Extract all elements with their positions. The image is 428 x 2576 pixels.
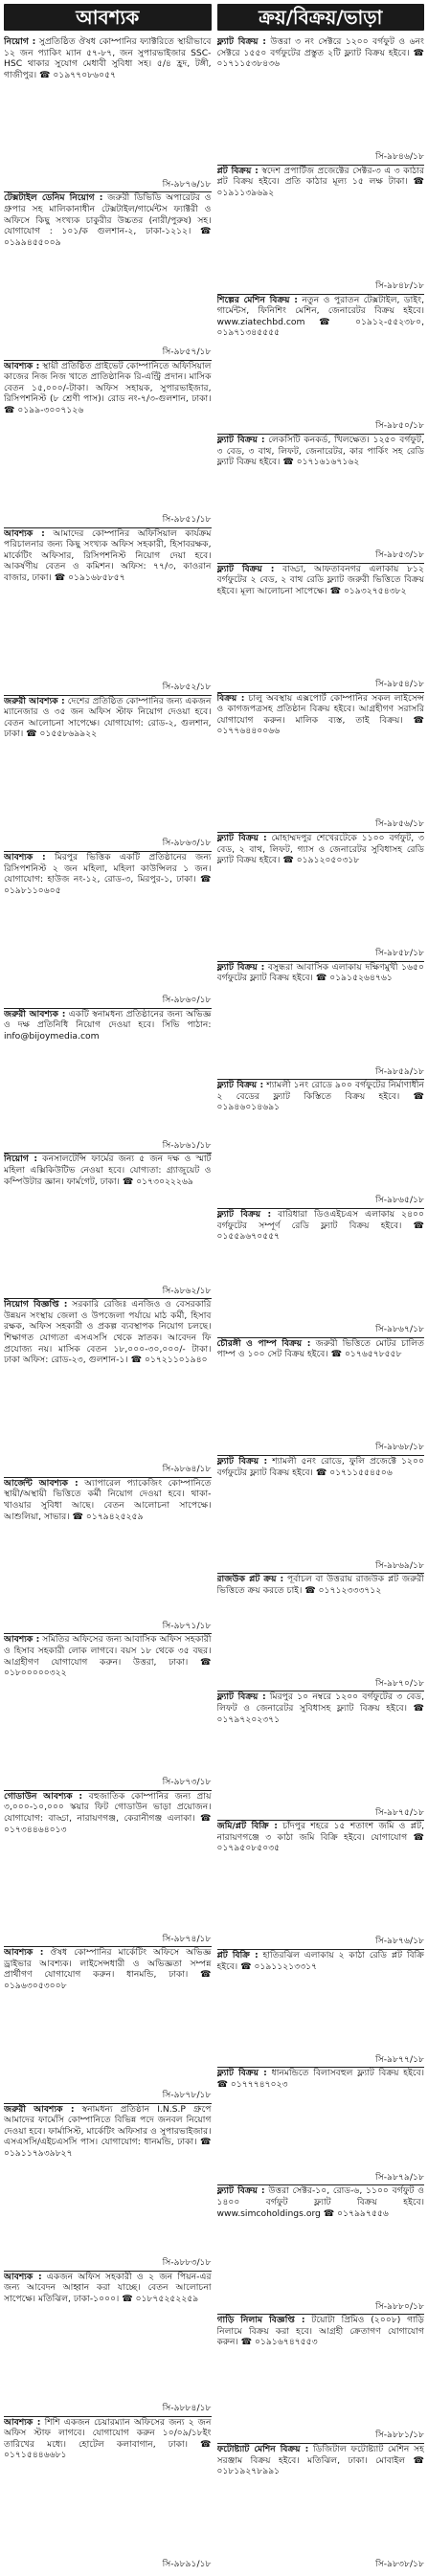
classified-ad: [217, 2068, 425, 2185]
ad-body: মোহাম্মদপুর শেখেরটেকে ১১০০ বর্গফুট, ৩ বেড, ২ বাথ, লিফট, গ্যাস ও জেনারেটর সুবিধাসহ রেডি ফ্ল্যাট বিক্রয় হইবে। ☎ ০১৯১২০৫০৩১৮: [216, 833, 424, 866]
classified-ad: [4, 1634, 212, 1790]
ad-text: [217, 2315, 425, 2348]
classified-ad: [217, 1691, 425, 1821]
classified-ad: [217, 2315, 425, 2444]
classified-ad: [4, 852, 212, 1008]
ad-text: [4, 528, 212, 584]
ad-heading: ফ্ল্যাট বিক্রয় :: [216, 1080, 264, 1091]
right-ads-list: [217, 36, 425, 2572]
classified-ad: [217, 564, 425, 693]
ad-heading: আবশ্যক :: [4, 360, 40, 371]
ad-heading: ফ্ল্যাট বিক্রয় :: [216, 1455, 268, 1467]
ad-reference-code: সি-৯৮৫৮/১৮: [217, 947, 425, 962]
ad-reference-code: সি-৯৮৪৮/১৮: [217, 280, 425, 295]
classified-ad: [217, 295, 425, 435]
ad-heading: ফ্ল্যাট বিক্রয় :: [216, 2068, 267, 2079]
ad-heading: গোডাউন আবশ্যক :: [4, 1790, 83, 1802]
ad-reference-code: সি-৯৮৮৪/১৮: [4, 2402, 212, 2417]
ad-reference-code: সি-৯৮৫৬/১৮: [217, 818, 425, 833]
ad-text: [217, 693, 425, 737]
classified-ad: [217, 36, 425, 166]
classified-ad: [4, 2272, 212, 2417]
classified-ad: [4, 2104, 212, 2272]
ad-body: সমিতির অফিসের জন্য আবাসিক অফিস সহকারী ও হিসাব সহকারী লোক লাগবে। বয়স ১৮ থেকে ৩৫ বছর। আগ্রহীগণ যোগাযোগ করুন। উত্তরা, ঢাকা। ☎ ০১৮০০০০০৩২২: [4, 1634, 212, 1679]
ad-reference-code: সি-৯৮৭৫/১৮: [217, 1806, 425, 1822]
ad-body: স্থায়ী প্রতিষ্ঠিত প্রাইভেট কোম্পানিতে অফিসিয়াল কাজের নিজ নিজ খাতে প্রাতিষ্ঠানিক রি-এন্ট্রি প্রদান। মাসিক বেতন ১৫,০০০/-টাকা। অফিস সহায়ক, সুপারভাইজার, রিসিপশনিস্ট (৮ শ্রেণী পাস)। রোড নং-৭/৩-গুলশান, ঢাকা। ☎ ০১৯৯-৩০০৭১২৬: [4, 360, 212, 415]
ad-text: [217, 2444, 425, 2477]
ad-heading: চৌরঙ্গী ও পাম্প বিক্রয় :: [216, 1337, 311, 1349]
ad-heading: ফ্ল্যাট বিক্রয় :: [216, 961, 265, 973]
ad-body: চালু অবস্থায় এক্সপোর্ট কোম্পানির সকল লাইসেন্স ও কাগজপত্রসহ প্রতিষ্ঠান বিক্রয় হইবে। আগ্রহীগণ সরাসরি যোগাযোগ করুন। মালিক ব্যস্ত, তাই বিক্রয়। ☎ ০১৭৭৬৪৪০০৬৬: [216, 692, 424, 737]
ad-reference-code: সি-৯৮৭১/১৮: [4, 1620, 212, 1635]
ad-heading: ফ্ল্যাট বিক্রয় :: [216, 2185, 265, 2197]
ad-text: [4, 1634, 212, 1678]
ad-reference-code: সি-৯৮৭৬/১৮: [4, 178, 212, 193]
ad-heading: জরুরী আবশ্যক :: [4, 695, 65, 706]
ad-body: জরুরী ভিত্তিতে মোটর চালিত পাম্প ও ১০০ সেট বিক্রয় হইবে। ☎ ০১৭৬৫৭৮৫৫৮: [216, 1337, 424, 1360]
ad-body: মিরপুর ১০ নম্বরে ১২০০ বর্গফুটের ৩ বেড, লিফট ও জেনারেটর সুবিধাসহ ফ্ল্যাট বিক্রয় হইবে। ☎ ০১৭৯৭২০২৩৭১: [216, 1691, 424, 1725]
ad-reference-code: সি-৯৮৮৩/১৮: [4, 2256, 212, 2272]
classified-ad: [217, 1080, 425, 1209]
ad-text: [217, 1574, 425, 1596]
ad-text: [4, 1947, 212, 1991]
ad-body: স্বদেশ প্রপার্টিজ প্রজেক্টের সেক্টর-৩ এ ৩ কাঠার প্লট বিক্রয় হইবে। প্রতি কাঠার মূল্য ১৫ লক্ষ টাকা। ☎ ০১৯১১৩৯৬৯২: [216, 165, 424, 198]
ad-body: উত্তরা সেক্টর-১০, রোড-৬, ১১০০ বর্গফুট ও ১৪০০ বর্গফুট ফ্ল্যাট বিক্রয় হইবে। www.simcoholdings.org ☎ ০১৭৯৯৭৫৫৬: [216, 2185, 424, 2219]
ad-reference-code: সি-৯৮৬৩/১৮: [4, 837, 212, 852]
classified-ad: [4, 36, 212, 192]
ad-text: [4, 2272, 212, 2305]
classified-ad: [217, 693, 425, 833]
classified-ad: [217, 1574, 425, 1691]
ad-text: [217, 166, 425, 199]
ad-reference-code: সি-৯৮৬০/১৮: [4, 994, 212, 1009]
ad-body: হাতিরঝিল এলাকায় ২ কাঠা রেডি প্লট বিক্রি হইবে। ☎ ০১৯১১২১৩৩১৭: [216, 1950, 424, 1972]
ad-heading: বিক্রয় :: [216, 692, 245, 704]
classified-ad: [4, 2417, 212, 2572]
ad-reference-code: সি-৯৮৭৯/১৮: [217, 2171, 425, 2186]
ad-heading: প্লট বিক্রয় :: [216, 165, 259, 176]
ad-reference-code: সি-৯৮৮০/১৮: [217, 2300, 425, 2316]
ad-reference-code: সি-৯৮৭৮/১৮: [4, 2089, 212, 2104]
ad-heading: আবশ্যক :: [4, 2271, 42, 2282]
ad-body: ঔষধ কোম্পানির মার্কেটিং অফিসে অভিজ্ঞ ড্রাইভার আবশ্যক। লাইসেন্সধারী ও অভিজ্ঞতা সম্পন্ন প্রার্থীগণ যোগাযোগ করুন। ধানমন্ডি, ঢাকা। ☎ ০১৯৬৩০৫৩০০৮: [4, 1947, 212, 1991]
ad-text: [4, 192, 212, 248]
ad-text: [217, 564, 425, 597]
classified-ad: [4, 528, 212, 696]
classified-ad: [4, 1791, 212, 1947]
ad-heading: নিয়োগ :: [4, 1154, 37, 1165]
ad-body: জরুরী ডিভিডি অপারেটর ও গ্রুপার সহ মালিকানাধীন টেক্সটাইল/গার্মেন্টস ফ্যাক্টরী ও অফিসে কিছু সংখ্যক চাকুরীর উচ্চতর (নারী/পুরুষ) সহ। যোগাযোগ : ১০১/ক গুলশান-২, ঢাকা-১২১২। ☎ ০১৯৯৪৫৫০০৯: [4, 192, 212, 248]
ad-body: একজন অফিস সহকারী ও ২ জন পিয়ন-এর জন্য আবেদন আহ্বান করা যাচ্ছে। বেতন আলোচনা সাপেক্ষে। মতিঝিল, ঢাকা-১০০০। ☎ ০১৮৭৫২৫২২৫৯: [4, 2271, 212, 2304]
ad-reference-code: সি-৯৮৫৩/১৮: [217, 549, 425, 564]
ad-body: মিরপুর ভিত্তিক একটি প্রতিষ্ঠানের জন্য রিসিপশনিস্ট ২ জন মহিলা, মহিলা কাউন্সিলর ১ জন। যোগাযোগ: হাউজ নং-১২, রোড-৩, মিরপুর-১, ঢাকা। ☎ ০১৯৮১১০৬০৫: [4, 852, 212, 896]
ad-body: শিশি একজন চেয়ারম্যান অফিসের জন্য ২ জন অফিস স্টাফ লাগবে। যোগাযোগ করুন ১০/০৯/১৮ইং তারিখের মধ্যে। হোটেল কলাবাগান, ঢাকা। ☎ ০১৭১৫৪৪৬৬৮১: [4, 2416, 212, 2461]
ad-heading: জরুরী আবশ্যক :: [4, 2103, 75, 2115]
classified-ad: [217, 435, 425, 564]
ad-reference-code: সি-৯৮৭৩/১৮: [4, 1776, 212, 1791]
classified-ad: [217, 962, 425, 1080]
ad-body: সুপ্রতিষ্ঠিত ঔষধ কোম্পানির ফ্যাক্টরিতে স্থায়ীভাবে ১২ জন প্যাকিং ম্যান ৫৭-৮৭, জন সুপারভাইজার SSC-HSC থাকার সুযোগ মেধাবী সুবিধা সহ। ৫/৪ হ্রদ, টঙ্গী, গাজীপুর। ☎ ০১৯৭৭০৮৬০৫৭: [4, 36, 212, 80]
ad-reference-code: সি-৯৮৬৭/১৮: [217, 1323, 425, 1338]
classified-ad: [4, 1478, 212, 1634]
section-header-wanted: আবশ্যক: [4, 4, 212, 31]
ad-reference-code: সি-৯৮৬৫/১৮: [217, 1194, 425, 1209]
ad-reference-code: সি-৯৮৬৪/১৮: [4, 1463, 212, 1478]
ad-reference-code: সি-৯৮৬৯/১৮: [217, 1559, 425, 1575]
classified-ad: [4, 1154, 212, 1299]
ad-body: একটি স্বনামধন্য প্রতিষ্ঠানের জন্য অভিজ্ঞ ও দক্ষ প্রতিনিধি নিয়োগ দেওয়া হবে। সিভি পাঠান: info@bijoymedia.com: [4, 1008, 212, 1042]
classified-ad: [4, 361, 212, 528]
ad-heading: জমি/প্লট বিক্রি :: [216, 1821, 278, 1832]
classified-ad: [4, 1947, 212, 2103]
ad-body: লেকসিটি কনকর্ড, খিলক্ষেত। ১২৫০ বর্গফুট, ৩ বেড, ৩ বাথ, লিফট, জেনারেটর, কার পার্কিং সহ রেডি ফ্ল্যাট বিক্রয় হইবে। ☎ ০১৭১৬১৬৭১৬২: [216, 435, 424, 468]
ad-heading: আবশ্যক :: [4, 1947, 44, 1959]
ad-text: [4, 361, 212, 416]
ad-text: [217, 1691, 425, 1725]
ad-reference-code: সি-৯৮৫১/১৮: [4, 513, 212, 528]
ad-heading: ফ্ল্যাট বিক্রয় :: [216, 833, 267, 844]
left-column: [4, 4, 212, 2572]
ad-reference-code: সি-৯৮৬২/১৮: [4, 1285, 212, 1300]
ad-text: [217, 1950, 425, 1972]
ad-body: উত্তরা ৩ নং সেক্টরে ১২০০ বর্গফুট ও ৬নং সেক্টরে ১৫৫০ বর্গফুটের প্রস্তুত ২টি ফ্ল্যাট বিক্রয় হইবে। ☎ ০১৭১১৫৩৮৪৩৬: [216, 36, 424, 70]
ad-text: [4, 1154, 212, 1187]
classified-ad: [217, 1821, 425, 1950]
right-column: [217, 4, 425, 2572]
ad-heading: জরুরী আবশ্যক :: [4, 1008, 66, 1019]
ad-text: [217, 833, 425, 866]
ad-heading: ফ্ল্যাট বিক্রয় :: [216, 435, 265, 446]
ad-body: সরকারি রেজিঃ এনজিও ও বেসরকারি উন্নয়ন সংস্থায় জেলা ও উপজেলা পর্যায়ে মাঠ কর্মী, হিসাব রক্ষক, অফিস সহকারী ও প্রকল্প ব্যবস্থাপক নিয়োগ চলছে। শিক্ষাগত যোগ্যতা এসএসসি থেকে স্নাতক। আবেদন ফি প্রযোজ্য নয়। মাসিক বেতন ১৮,০০০-৩০,০০০/- টাকা। ঢাকা অফিস: রোড-২৩, গুলশান-১। ☎ ০১৭২১১০১৯৪০: [4, 1299, 212, 1366]
ad-body: আমাদের কোম্পানির অফিসিয়াল কার্যক্রম পরিচালনার জন্য কিছু সংখ্যক অফিস সহকারী, হিসাবরক্ষক, মার্কেটিং অফিসার, রিসিপশনিস্ট নিয়োগ দেয়া হবে। আকর্ষণীয় বেতন ও কমিশন। অফিস: ৭৭/৩, কাওরান বাজার, ঢাকা। ☎ ০১৯১৬৮৫৮৫৭: [4, 527, 212, 583]
ad-body: স্বনামধন্য প্রতিষ্ঠান I.N.S.P গ্রুপে আমাদের ফার্মেসি কোম্পানিতে বিভিন্ন পদে জনবল নিয়োগ দেওয়া হবে। ফার্মাসিস্ট, মার্কেটিং অফিসার ও সুপারভাইজার। এসএসসি/এইচএসসি পাস। যোগাযোগ: ধানমন্ডি, ঢাকা। ☎ ০১৯১১৭৯৩৯৮২৭: [4, 2103, 212, 2160]
ad-body: বারিধারা ডিওএইচএস এলাকায় ২৪০০ বর্গফুটের সম্পূর্ণ রেডি ফ্ল্যাট বিক্রয় হইবে। ☎ ০১৫৫৯৬৭০৫৫৭: [216, 1208, 424, 1243]
ad-heading: ফ্ল্যাট বিক্রয় :: [216, 563, 275, 574]
ad-reference-code: সি-৯৮৫৯/১৮: [217, 1065, 425, 1081]
ad-heading: আর্জেন্ট আবশ্যক :: [4, 1477, 79, 1489]
ad-reference-code: সি-৯৮৫৪/১৮: [217, 678, 425, 693]
ad-text: [4, 1478, 212, 1522]
ad-text: [217, 2185, 425, 2219]
classified-ad: [4, 696, 212, 852]
ad-heading: আবশ্যক :: [4, 2416, 41, 2428]
left-ads-list: [4, 36, 212, 2572]
ad-body: দেশের প্রতিষ্ঠিত কোম্পানির জন্য একজন ম্যানেজার ও ৩৫ জন অফিস স্টাফ নিয়োগ দেওয়া হবে। বেতন আলোচনা সাপেক্ষে। যোগাযোগ: রোড-২, গুলশান, ঢাকা। ☎ ০১৫৫৮৬৯৯২২: [4, 695, 212, 740]
ad-body: বাড্ডা, আফতাবনগর এলাকায় ৮১২ বর্গফুটের ২ বেড, ২ বাথ রেডি ফ্ল্যাট জরুরী ভিত্তিতে বিক্রয় হইবে। মূল্য আলোচনা সাপেক্ষে। ☎ ০১৯৩২৭৫৪৩৮২: [216, 563, 424, 597]
ad-text: [217, 962, 425, 984]
ad-text: [4, 36, 212, 80]
ad-reference-code: সি-৯৮৫২/১৮: [4, 681, 212, 696]
ad-heading: ফটোষ্ট্যাট মেশিন বিক্রয় :: [216, 2444, 309, 2455]
ad-heading: গাড়ি নিলাম বিজ্ঞপ্তি :: [216, 2315, 305, 2326]
ad-reference-code: সি-৯৮৩৮/১৮: [375, 2559, 424, 2570]
ad-body: কনসালটেন্সি ফার্মের জন্য ৫ জন দক্ষ ও স্মার্ট মহিলা এক্সিকিউটিভ নেওয়া হবে। যোগ্যতা: গ্র্যাজুয়েট ও কম্পিউটার জ্ঞান। ফার্মগেট, ঢাকা। ☎ ০১৭৩০২২২৬৯: [4, 1154, 212, 1187]
ad-text: [217, 295, 425, 339]
ad-reference-code: সি-৯৮৬১/১৮: [4, 1139, 212, 1154]
ad-heading: আবশ্যক :: [4, 1634, 40, 1646]
ad-body: টয়োটা প্রিমিও (২০০৮) গাড়ি নিলামে বিক্রয় করা হবে। আগ্রহী ক্রেতাগণ যোগাযোগ করুন। ☎ ০১৯১৬৭৪৭৫৫৩: [216, 2315, 424, 2348]
ad-text: [4, 1009, 212, 1042]
ad-heading: শিল্পের মেশিন বিক্রয় :: [216, 294, 298, 305]
classified-ad: [217, 1209, 425, 1338]
ad-body: চাঁদপুর শহরে ১৫ শতাংশ জমি ও প্লট, নারায়ণগঞ্জে ৩ কাঠা জমি বিক্রি হইবে। যোগাযোগ ☎ ০১৭৯৫০৮৫০৩৫: [216, 1821, 424, 1854]
ad-text: [217, 1821, 425, 1854]
classified-ad: [217, 1950, 425, 2068]
ad-reference-code: সি-৯৮৯১/১৮: [162, 2559, 212, 2570]
ad-heading: নিয়োগ বিজ্ঞপ্তি :: [4, 1299, 68, 1310]
ad-reference-code: সি-৯৮৪৬/১৮: [217, 150, 425, 166]
ad-body: পূর্বাচল বা উত্তরায় রাজউক প্লট জরুরী ভিত্তিতে ক্রয় করতে চাই। ☎ ০১৭১২৩৩৩৭১২: [216, 1574, 424, 1596]
ad-heading: আবশ্যক :: [4, 527, 45, 539]
ad-text: [217, 1456, 425, 1478]
ad-reference-code: সি-৯৮৫৭/১৮: [4, 346, 212, 361]
ad-text: [4, 852, 212, 896]
classified-ad: [217, 1456, 425, 1574]
ad-reference-code: সি-৯৮৭৭/১৮: [217, 2053, 425, 2069]
classified-ad: [217, 166, 425, 295]
ad-body: শ্যামলী ৫নং রোডে, ফুলি প্রজেক্টে ১২০০ বর্গফুটের ফ্ল্যাট বিক্রয় হইবে। ☎ ০১৭১১৫৫৪৫০৬: [216, 1455, 424, 1478]
ad-heading: নিয়োগ :: [4, 36, 36, 47]
classified-ad: [4, 192, 212, 360]
ad-text: [4, 2104, 212, 2160]
ad-reference-code: সি-৯৮৬৮/১৮: [217, 1441, 425, 1456]
ad-text: [217, 1338, 425, 1360]
ad-reference-code: সি-৯৮৭০/১৮: [217, 1677, 425, 1692]
ad-reference-code: সি-৯৮৭৪/১৮: [4, 1933, 212, 1948]
ad-text: [4, 1299, 212, 1366]
ad-heading: টেক্সটাইল ডেনিম নিয়োগ :: [4, 192, 103, 204]
ad-text: [217, 36, 425, 70]
ad-body: বসুন্ধরা আবাসিক এলাকায় দক্ষিণমুখী ১৬৫০ বর্গফুটের ফ্ল্যাট বিক্রয় হইবে। ☎ ০১৯১৫২৬৪৭৬১: [216, 961, 424, 984]
ad-text: [217, 1080, 425, 1113]
ad-heading: প্লট বিক্রি :: [216, 1950, 259, 1960]
classified-ad: [4, 1299, 212, 1478]
section-header-buy-sell-rent: ক্রয়/বিক্রয়/ভাড়া: [217, 4, 425, 31]
ad-body: অ্যাপারেল প্যাকেজিং কোম্পানিতে স্থায়ী/অস্থায়ী ভিত্তিতে কর্মী নিয়োগ দেওয়া হবে। থাকা-খাওয়ার সুবিধা আছে। বেতন আলোচনা সাপেক্ষে। আশুলিয়া, সাভার। ☎ ০১৭৯৪২৫২৫৯: [4, 1477, 212, 1522]
classified-ad: [217, 2185, 425, 2315]
classified-ad: [217, 2444, 425, 2572]
ad-heading: ফ্ল্যাট বিক্রয় :: [216, 1691, 266, 1703]
ad-text: [217, 2068, 425, 2090]
ad-text: [4, 1791, 212, 1835]
ad-text: [217, 435, 425, 468]
ad-body: শ্যামলী ১নং রোডে ৯০০ বর্গফুটের নির্মাণাধীন ২ বেডের ফ্ল্যাট কিস্তিতে বিক্রয় হইবে। ☎ ০১৯৪৬০১৪৬৯১: [216, 1080, 424, 1113]
ad-body: নতুন ও পুরাতন টেক্সটাইল, ডাইং, গার্মেন্টস, ফিনিশিং মেশিন, জেনারেটর বিক্রয় হইবে। www.ziatechbd.com ☎ ০১৯১২-৫৫২৩৮০, ০১৯৭১৩৪৫৫৫৫: [216, 294, 424, 339]
ad-text: [4, 2417, 212, 2461]
ad-heading: ফ্ল্যাট বিক্রয় :: [216, 36, 266, 47]
ad-reference-code: সি-৯৮৭৬/১৮: [217, 1935, 425, 1950]
classified-ad: [4, 1009, 212, 1154]
ad-heading: রাজউক প্লট ক্রয় :: [216, 1574, 284, 1585]
ad-heading: ফ্ল্যাট বিক্রয় :: [216, 1208, 272, 1220]
classified-ad: [217, 833, 425, 962]
ad-body: বহুজাতিক কোম্পানির জন্য প্রায় ৩,০০০-১০,০০০ স্কয়ার ফিট গোডাউন ভাড়া প্রয়োজন। যোগাযোগ: বাড্ডা, নারায়ণগঞ্জ, কেরানীগঞ্জ এলাকা। ☎ ০১৭৩৪৪৬৪০১৩: [4, 1790, 212, 1835]
ad-reference-code: সি-৯৮৫০/১৮: [217, 419, 425, 435]
classified-ad: [217, 1338, 425, 1456]
ad-heading: আবশ্যক :: [4, 852, 46, 863]
ad-body: ধানমন্ডিতে বিলাসবহুল ফ্ল্যাট বিক্রয় হইবে। ☎ ০১৭৭৭৪৭০২৩: [216, 2068, 424, 2090]
ad-text: [4, 696, 212, 740]
ad-text: [217, 1209, 425, 1243]
ad-reference-code: সি-৯৮৮১/১৮: [217, 2429, 425, 2444]
ad-body: ডিজিটাল ফটোষ্ট্যাট মেশিন সহ সরঞ্জাম বিক্রয় হইবে। মতিঝিল, ঢাকা। মোবাইল ☎ ০১৮১৯২৭৮৯৯১: [216, 2444, 424, 2477]
